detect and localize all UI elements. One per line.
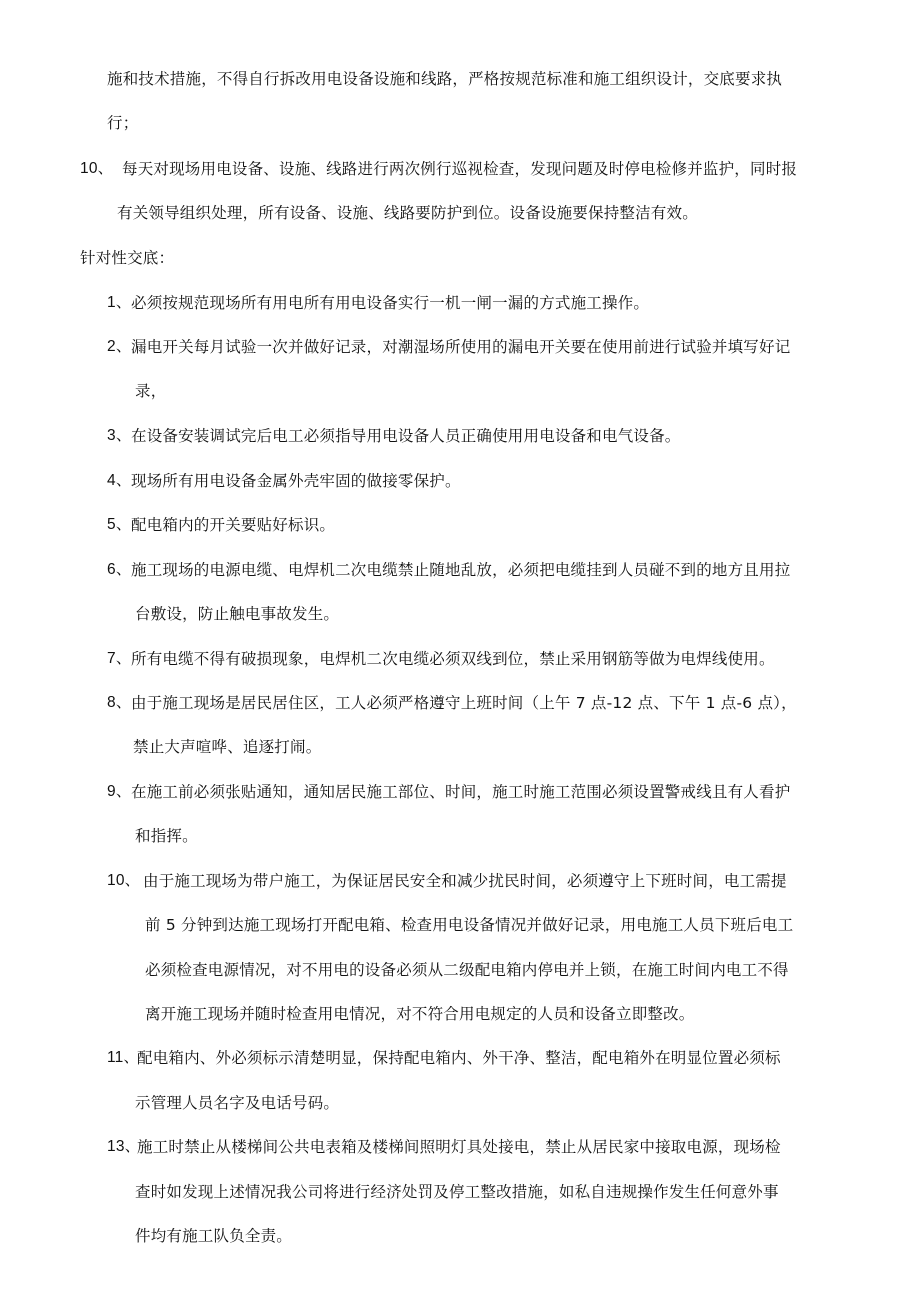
item-7-line-1: 所有电缆不得有破损现象，电焊机二次电缆必须双线到位，禁止采用钢筋等做为电焊线使用。 — [131, 650, 775, 668]
item-1-line-1: 必须按规范现场所有用电所有用电设备实行一机一闸一漏的方式施工操作。 — [131, 294, 650, 312]
item-8-line-2: 禁止大声喧哗、追逐打闹。 — [133, 738, 322, 756]
item-10-line-1: 由于施工现场为带户施工，为保证居民安全和减少扰民时间，必须遵守上下班时间，电工需提 — [143, 872, 787, 890]
item-13-number: 13、 — [107, 1138, 141, 1155]
item-1-number: 1、 — [107, 294, 132, 311]
item-10-line-4: 离开施工现场并随时检查用电情况，对不符合用电规定的人员和设备立即整改。 — [145, 1005, 695, 1023]
intro-line-2: 行； — [107, 114, 139, 132]
item-7-number: 7、 — [107, 650, 132, 667]
section-heading: 针对性交底： — [80, 249, 175, 267]
item-6-line-1: 施工现场的电源电缆、电焊机二次电缆禁止随地乱放，必须把电缆挂到人员碰不到的地方且用拉 — [131, 561, 791, 579]
item-10-number: 10、 — [107, 872, 141, 889]
item-9-line-1: 在施工前必须张贴通知，通知居民施工部位、时间，施工时施工范围必须设置警戒线且有人看护 — [131, 783, 791, 801]
item-11-line-2: 示管理人员名字及电话号码。 — [135, 1094, 340, 1112]
item-8-line-1: 由于施工现场是居民居住区，工人必须严格遵守上班时间（上午 7 点-12 点、下午 1 点-6 点）， — [131, 694, 797, 712]
item-8-number: 8、 — [107, 694, 132, 711]
item-3-line-1: 在设备安装调试完后电工必须指导用电设备人员正确使用用电设备和电气设备。 — [131, 427, 681, 445]
item-2-line-1: 漏电开关每月试验一次并做好记录，对潮湿场所使用的漏电开关要在使用前进行试验并填写好记 — [131, 338, 791, 356]
item-5-line-1: 配电箱内的开关要贴好标识。 — [131, 516, 336, 534]
item-11-line-1: 配电箱内、外必须标示清楚明显，保持配电箱内、外干净、整洁，配电箱外在明显位置必须标 — [137, 1049, 781, 1067]
item-6-number: 6、 — [107, 561, 132, 578]
item-10-general-line-1: 每天对现场用电设备、设施、线路进行两次例行巡视检查，发现问题及时停电检修并监护，同时报 — [122, 160, 798, 178]
item-9-line-2: 和指挥。 — [135, 827, 198, 845]
item-10-line-3: 必须检查电源情况，对不用电的设备必须从二级配电箱内停电并上锁，在施工时间内电工不得 — [145, 961, 789, 979]
item-10-line-2: 前 5 分钟到达施工现场打开配电箱、检查用电设备情况并做好记录，用电施工人员下班后电工 — [145, 916, 794, 934]
item-5-number: 5、 — [107, 516, 132, 533]
item-4-line-1: 现场所有用电设备金属外壳牢固的做接零保护。 — [131, 472, 461, 490]
item-6-line-2: 台敷设，防止触电事故发生。 — [135, 605, 340, 623]
item-9-number: 9、 — [107, 783, 132, 800]
item-3-number: 3、 — [107, 427, 132, 444]
item-10-general-line-2: 有关领导组织处理，所有设备、设施、线路要防护到位。设备设施要保持整洁有效。 — [117, 204, 698, 222]
item-4-number: 4、 — [107, 472, 132, 489]
intro-line-1: 施和技术措施，不得自行拆改用电设备设施和线路，严格按规范标准和施工组织设计，交底要求执 — [107, 70, 783, 88]
item-13-line-2: 查时如发现上述情况我公司将进行经济处罚及停工整改措施，如私自违规操作发生任何意外事 — [135, 1183, 779, 1201]
item-2-line-2: 录， — [135, 382, 167, 400]
item-13-line-3: 件均有施工队负全责。 — [135, 1227, 293, 1245]
item-11-number: 11、 — [107, 1049, 140, 1066]
item-13-line-1: 施工时禁止从楼梯间公共电表箱及楼梯间照明灯具处接电，禁止从居民家中接取电源，现场检 — [137, 1138, 781, 1156]
item-2-number: 2、 — [107, 338, 132, 355]
item-10-general-number: 10、 — [80, 160, 114, 177]
